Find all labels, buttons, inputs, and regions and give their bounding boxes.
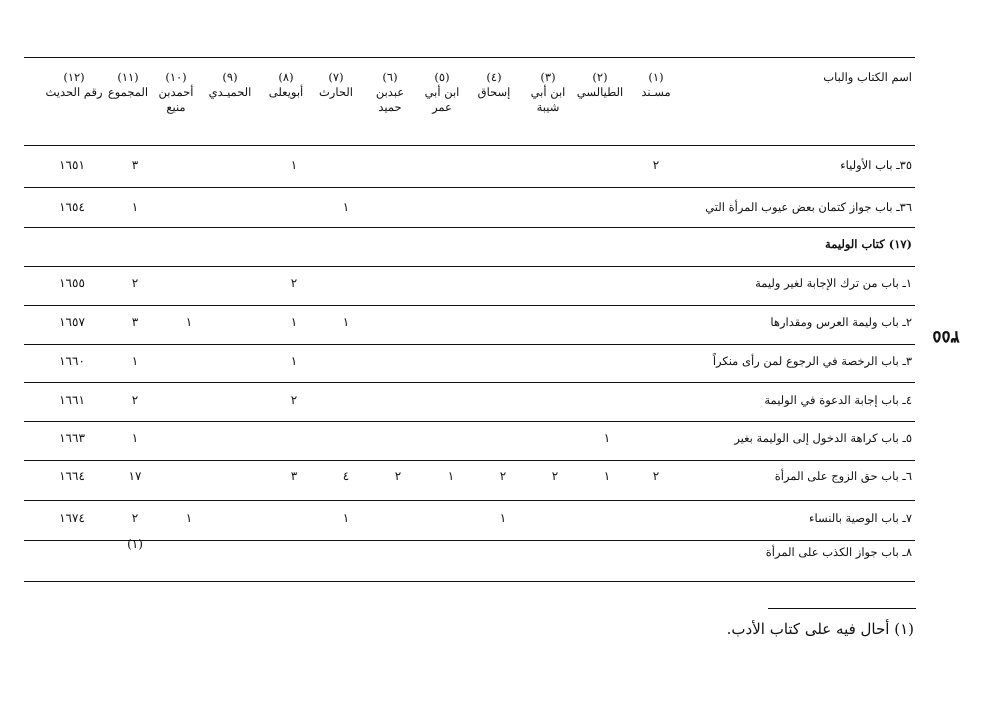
header-col-12: [32, 70, 116, 100]
table-cell-c8: ١: [290, 354, 298, 368]
row-divider: [24, 382, 915, 383]
header-col-num: (١): [648, 70, 664, 84]
row-label: (١٧) كتاب الوليمة: [825, 237, 912, 251]
row-divider: [24, 421, 915, 422]
table-cell-c8: ٣: [290, 469, 298, 483]
table-cell-c1: ٢: [652, 158, 660, 172]
table-cell-c12: ١٦٥٤: [59, 200, 85, 214]
row-label: ١ـ باب من ترك الإجابة لغير وليمة: [755, 276, 912, 290]
table-cell-c7: ١: [342, 511, 350, 525]
row-label: ٨ـ باب جواز الكذب على المرأة: [765, 545, 912, 559]
header-col-name: أبويعلى: [268, 85, 304, 99]
header-col-num: (٦): [382, 70, 398, 84]
header-col-1: [624, 70, 688, 100]
header-col-num: (٨): [278, 70, 294, 84]
row-divider: [24, 227, 915, 228]
header-col-name: ابن أبي: [424, 85, 460, 99]
table-cell-c6: ٢: [394, 469, 402, 483]
table-cell-c12: ١٦٦٣: [59, 431, 85, 445]
row-label: ٣ـ باب الرخصة في الرجوع لمن رأى منكراً: [712, 354, 912, 368]
row-divider: [24, 305, 915, 306]
table-cell-c11: (١): [127, 537, 143, 551]
table-cell-c11: ١٧: [128, 469, 142, 483]
table-cell-c5: ١: [447, 469, 455, 483]
table-cell-c4: ٢: [499, 469, 507, 483]
row-label: ٣٦ـ باب جواز كتمان بعض عيوب المرأة التي: [705, 200, 912, 214]
row-divider: [24, 266, 915, 267]
table-cell-c2: ١: [603, 469, 611, 483]
header-col-name: أحمدبن: [158, 85, 194, 99]
table-top-rule: [24, 57, 915, 58]
row-divider: [24, 460, 915, 461]
table-cell-c12: ١٦٦١: [59, 393, 85, 407]
header-col-name: رقم الحديث: [45, 85, 103, 99]
table-cell-c12: ١٦٧٤: [59, 511, 85, 525]
table-cell-c1: ٢: [652, 469, 660, 483]
row-label: ٦ـ باب حق الزوج على المرأة: [774, 469, 912, 483]
header-col-num: (٢): [592, 70, 608, 84]
footnote-rule: [768, 608, 916, 609]
table-cell-c7: ٤: [342, 469, 350, 483]
table-cell-c10: ١: [185, 511, 193, 525]
header-col-name: مسـند: [641, 85, 671, 99]
header-col-8: [254, 70, 318, 100]
table-cell-c11: ١: [131, 431, 139, 445]
row-divider: [24, 540, 915, 541]
table-cell-c12: ١٦٦٤: [59, 469, 85, 483]
header-col-num: (٤): [486, 70, 502, 84]
header-col-num: (٣): [540, 70, 556, 84]
header-col-name2: حميد: [378, 100, 402, 114]
table-cell-c8: ١: [290, 315, 298, 329]
row-divider: [24, 187, 915, 188]
header-col-name2: عمر: [432, 100, 452, 114]
table-cell-c11: ١: [131, 354, 139, 368]
table-cell-c11: ٢: [131, 511, 139, 525]
table-cell-c11: ٢: [131, 393, 139, 407]
table-cell-c12: ١٦٦٠: [59, 354, 85, 368]
table-bottom-rule: [24, 581, 915, 582]
header-col-num: (١١): [117, 70, 139, 84]
header-col-name: الحارث: [318, 85, 353, 99]
header-col-name: الطيالسي: [576, 85, 624, 99]
row-label: ٢ـ باب وليمة العرس ومقدارها: [770, 315, 912, 329]
header-col-num: (٧): [328, 70, 344, 84]
table-cell-c3: ٢: [551, 469, 559, 483]
row-label: ٤ـ باب إجابة الدعوة في الوليمة: [764, 393, 912, 407]
table-cell-c11: ٢: [131, 276, 139, 290]
table-cell-c8: ١: [290, 158, 298, 172]
table-cell-c12: ١٦٥٥: [59, 276, 85, 290]
header-col-name: ابن أبي: [530, 85, 566, 99]
row-label: ٣٥ـ باب الأولياء: [840, 158, 912, 172]
header-bottom-rule: [24, 145, 915, 146]
header-col-name: الحميـدي: [208, 85, 252, 99]
table-cell-c12: ١٦٥١: [59, 158, 85, 172]
header-col-num: (٥): [434, 70, 450, 84]
row-label: ٧ـ باب الوصية بالنساء: [809, 511, 912, 525]
table-cell-c7: ١: [342, 200, 350, 214]
table-cell-c10: ١: [185, 315, 193, 329]
header-col-num: (٩): [222, 70, 238, 84]
table-cell-c12: ١٦٥٧: [59, 315, 85, 329]
header-col-name: المجموع: [107, 85, 149, 99]
table-cell-c2: ١: [603, 431, 611, 445]
row-divider: [24, 500, 915, 501]
table-cell-c11: ١: [131, 200, 139, 214]
row-divider: [24, 344, 915, 345]
table-cell-c11: ٣: [131, 158, 139, 172]
table-cell-c11: ٣: [131, 315, 139, 329]
footnote: (١) أحال فيه على كتاب الأدب.: [726, 620, 914, 638]
header-col-name2: شيبة: [536, 100, 560, 114]
header-col-num: (١٢): [63, 70, 85, 84]
header-col-name2: منيع: [166, 100, 186, 114]
header-col-name: إسحاق: [477, 85, 511, 99]
page-number: ٣٥٥: [932, 326, 960, 347]
header-col-num: (١٠): [165, 70, 187, 84]
table-cell-c8: ٢: [290, 276, 298, 290]
row-label: ٥ـ باب كراهة الدخول إلى الوليمة بغير: [734, 431, 912, 445]
header-col-name: عبدبن: [375, 85, 405, 99]
table-cell-c4: ١: [499, 511, 507, 525]
table-cell-c8: ٢: [290, 393, 298, 407]
table-cell-c7: ١: [342, 315, 350, 329]
header-title-column: اسم الكتاب والباب: [823, 70, 912, 84]
